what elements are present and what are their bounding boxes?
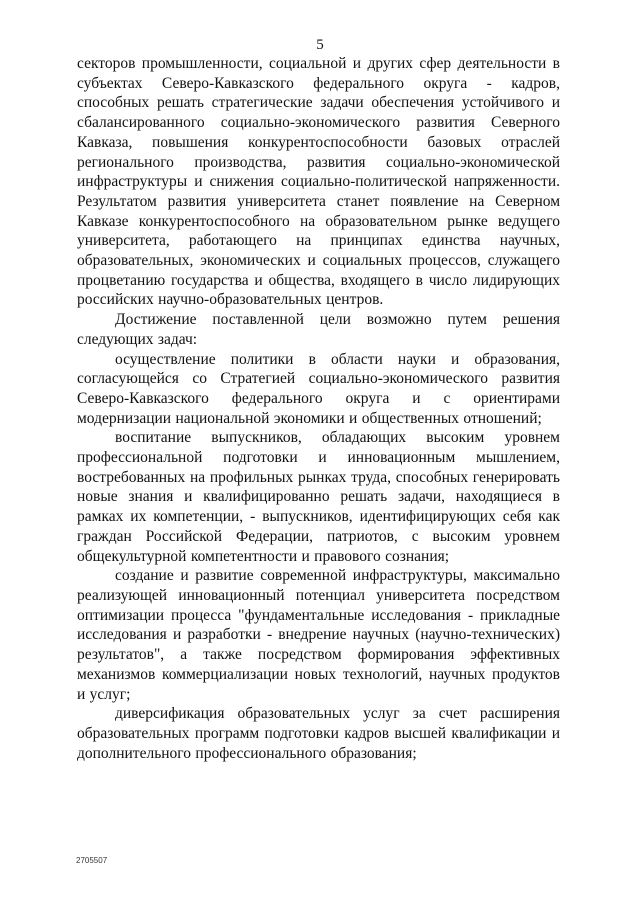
paragraph-task-science-policy: осуществление политики в области науки и образования, согласующейся со Стратегией социально-экономического развития Северо-Кавказского федерального округа и с ориентирами модернизации национальной экономики и общественных отношений; <box>77 350 560 427</box>
page-number: 5 <box>316 37 324 53</box>
paragraph-task-infrastructure: создание и развитие современной инфраструктуры, максимально реализующей инновационный потенциал университета посредством оптимизации процесса "фундаментальные исследования - прикладные исследования и разработки - внедрение научных (научно-технических) результатов", а также посредством формирования эффективных механизмов коммерциализации новых технологий, научных продуктов и услуг; <box>77 567 560 703</box>
document-id: 2705507 <box>76 856 108 865</box>
document-body <box>77 54 560 763</box>
paragraph-continuation: секторов промышленности, социальной и других сфер деятельности в субъектах Северо-Кавказского федерального округа - кадров, способных решать стратегические задачи обеспечения устойчивого и сбалансированного социально-экономического развития Северного Кавказа, повышения конкурентоспособности базовых отраслей регионального производства, развития социально-экономической инфраструктуры и снижения социально-политической напряженности. Результатом развития университета станет появление на Северном Кавказе конкурентоспособного на образовательном рынке ведущего университета, работающего на принципах единства научных, образовательных, экономических и социальных процессов, служащего процветанию государства и общества, входящего в число лидирующих российских научно-образовательных центров. <box>77 55 560 309</box>
paragraph-task-diversification: диверсификация образовательных услуг за счет расширения образовательных программ подготовки кадров высшей квалификации и дополнительного профессионального образования; <box>77 705 560 762</box>
paragraph-task-graduates: воспитание выпускников, обладающих высоким уровнем профессиональной подготовки и инновационным мышлением, востребованных на профильных рынках труда, способных генерировать новые знания и квалифицированно решать задачи, находящиеся в рамках их компетенции, - выпускников, идентифицирующих себя как граждан Российской Федерации, патриотов, с высоким уровнем общекультурной компетентности и правового сознания; <box>77 429 560 565</box>
paragraph-tasks-intro: Достижение поставленной цели возможно путем решения следующих задач: <box>77 311 560 348</box>
